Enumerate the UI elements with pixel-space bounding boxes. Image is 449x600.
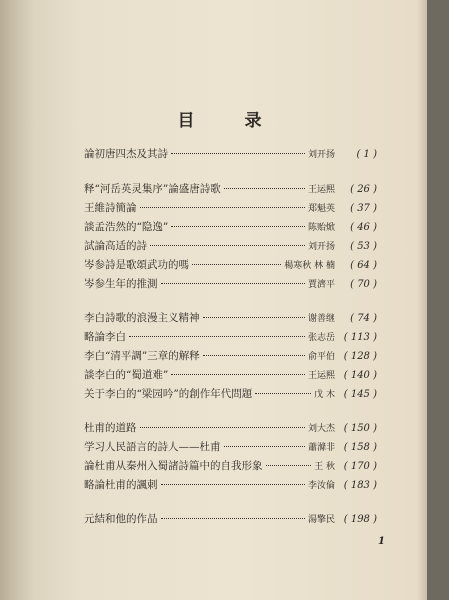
dot-leader <box>224 188 305 189</box>
entry-title: 岑参詩是歌頌武功的嗎 <box>84 259 189 271</box>
entry-page: ( 198 ) <box>343 514 377 525</box>
dot-leader <box>203 317 305 318</box>
entry-title: 李白詩歌的浪漫主义精神 <box>84 312 200 324</box>
entry-author: 陈贻焮 <box>307 223 335 233</box>
entry-title: 論初唐四杰及其詩 <box>84 148 168 160</box>
entry-title: 略論杜甫的諷刺 <box>84 479 158 491</box>
entry-title: 李白“清平調”三章的解释 <box>84 350 200 362</box>
toc-entry <box>84 329 377 347</box>
toc-entry <box>84 511 377 529</box>
entry-author: 湯擎民 <box>307 515 335 525</box>
entry-page: ( 128 ) <box>343 351 377 362</box>
toc-entry <box>84 310 377 328</box>
entry-author: 戊 木 <box>314 390 335 400</box>
dot-leader <box>161 283 305 284</box>
toc-entry <box>84 439 377 457</box>
book-spine-edge <box>0 0 34 600</box>
entry-author: 李汝倫 <box>307 481 335 491</box>
entry-author: 王 秋 <box>314 462 335 472</box>
entry-title: 杜甫的道路 <box>84 422 137 434</box>
dot-leader <box>224 446 305 447</box>
entry-page: ( 53 ) <box>350 241 377 252</box>
entry-page: ( 26 ) <box>350 184 377 195</box>
dot-leader <box>171 374 305 375</box>
entry-page: ( 64 ) <box>350 260 377 271</box>
dot-leader <box>161 518 305 519</box>
entry-author: 俞平伯 <box>307 352 335 362</box>
entry-page: ( 170 ) <box>343 461 377 472</box>
toc-entry <box>84 146 377 164</box>
entry-title: 談孟浩然的“隐逸” <box>84 221 169 233</box>
dot-leader <box>140 427 305 428</box>
entry-author: 刘大杰 <box>307 424 335 434</box>
dot-leader <box>171 153 305 154</box>
entry-title: 岑参生年的推測 <box>84 278 158 290</box>
dot-leader <box>161 484 305 485</box>
entry-title: 論杜甫从秦州入蜀諸詩篇中的自我形象 <box>84 460 263 472</box>
toc-entry <box>84 257 377 275</box>
entry-page: ( 70 ) <box>350 279 377 290</box>
entry-page: ( 1 ) <box>356 149 377 160</box>
toc-entry <box>84 200 377 218</box>
dot-leader <box>192 264 281 265</box>
entry-page: ( 150 ) <box>343 423 377 434</box>
dot-leader <box>129 336 305 337</box>
entry-author: 郑魁英 <box>307 204 335 214</box>
toc-entry <box>84 420 377 438</box>
book-page <box>34 0 427 600</box>
dot-leader <box>255 393 311 394</box>
entry-title: 释“河岳英灵集序”論盛唐詩歌 <box>84 183 221 195</box>
entry-page: ( 145 ) <box>343 389 377 400</box>
entry-page: ( 74 ) <box>350 313 377 324</box>
toc-entry <box>84 386 377 404</box>
entry-title: 元結和他的作品 <box>84 513 158 525</box>
entry-page: ( 140 ) <box>343 370 377 381</box>
toc-entry <box>84 276 377 294</box>
dot-leader <box>203 355 305 356</box>
entry-author: 谢善继 <box>307 314 335 324</box>
page-number: 1 <box>378 536 385 547</box>
toc-entry <box>84 238 377 256</box>
dot-leader <box>171 226 305 227</box>
entry-title: 王維詩簡論 <box>84 202 137 214</box>
toc-entry <box>84 181 377 199</box>
toc-entry <box>84 477 377 495</box>
entry-author: 王运熙 <box>307 371 335 381</box>
entry-page: ( 37 ) <box>350 203 377 214</box>
entry-title: 略論李白 <box>84 331 126 343</box>
dot-leader <box>150 245 305 246</box>
entry-author: 王运熙 <box>307 185 335 195</box>
toc-heading: 目 录 <box>177 111 284 131</box>
entry-title: 学习人民語言的詩人——杜甫 <box>84 441 221 453</box>
toc-entry <box>84 348 377 366</box>
entry-author: 楊寒秋 林 楠 <box>284 261 335 271</box>
entry-author: 蕭滌非 <box>307 443 335 453</box>
entry-title: 談李白的“蜀道难” <box>84 369 169 381</box>
entry-page: ( 183 ) <box>343 480 377 491</box>
entry-title: 試論高适的詩 <box>84 240 147 252</box>
page-fold-shadow <box>417 0 427 600</box>
dot-leader <box>266 465 312 466</box>
entry-author: 刘开扬 <box>307 150 335 160</box>
entry-author: 賈濟平 <box>307 280 335 290</box>
toc-entry <box>84 367 377 385</box>
entry-page: ( 113 ) <box>343 332 377 343</box>
entry-author: 刘开扬 <box>307 242 335 252</box>
dot-leader <box>140 207 305 208</box>
entry-title: 关于李白的“梁园吟”的創作年代問題 <box>84 388 253 400</box>
entry-page: ( 158 ) <box>343 442 377 453</box>
toc-entry <box>84 219 377 237</box>
entry-page: ( 46 ) <box>350 222 377 233</box>
entry-author: 张志岳 <box>307 333 335 343</box>
toc-entry <box>84 458 377 476</box>
